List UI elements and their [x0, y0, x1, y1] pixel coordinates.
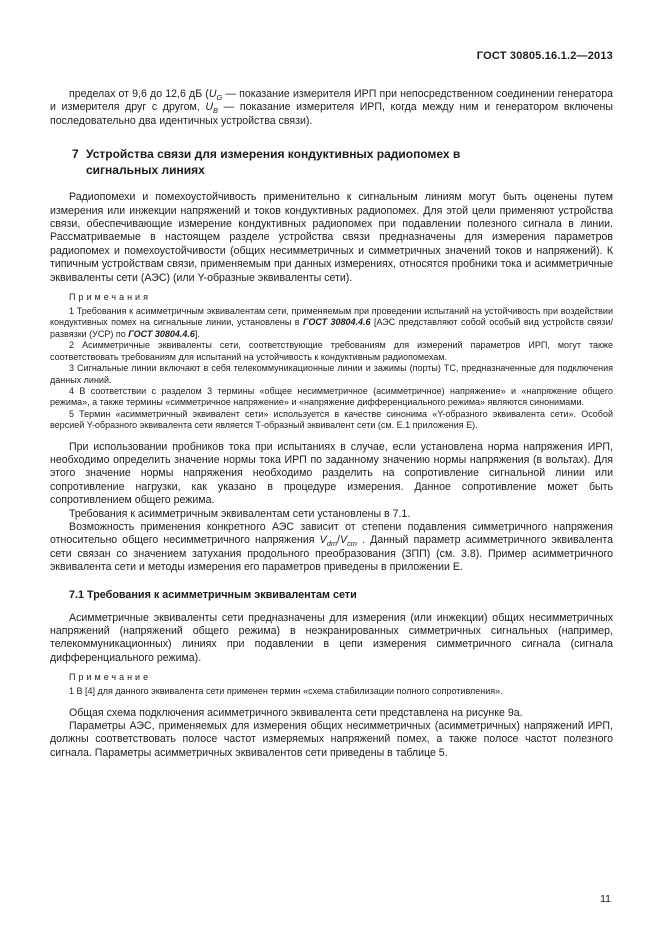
notes-block-section-7	[50, 292, 613, 431]
section-7-1-paragraph-1: Асимметричные эквиваленты сети предназначены для измерения (или инжекции) общих несимметричных напряжений (напряжений общего режима) в неэкранированных симметричных сигнальных (например, телекоммуникационных) линиях при подавлении в цепи измерения симметричного сигнала (сигнала дифференциального режима).	[50, 611, 613, 664]
note-1-text-3: ].	[194, 328, 200, 339]
symbol-vdm-subscript: dm	[326, 539, 338, 549]
symbol-ug: U	[208, 88, 217, 100]
note-1-text-2: [АЭС представляют собой особый вид устройств связи/развязки (УСР) по	[50, 317, 613, 339]
page-number: 11	[600, 893, 611, 905]
symbol-ub-subscript: B	[213, 106, 218, 116]
note-label: Примечание	[69, 672, 152, 683]
gost-reference: ГОСТ 30804.4.6	[128, 328, 195, 339]
section-7-heading	[72, 147, 613, 178]
note-item-4: 4 В соответствии с разделом 3 термины «общее несимметричное (асимметричное) напряжение» и «напряжение общего режима», а также термины «симметричное напряжение» и «напряжение дифференциального режима» являются синонимами.	[50, 385, 613, 408]
formula-slash: /	[337, 534, 340, 547]
symbol-vcm-subscript: cm	[347, 539, 357, 549]
section-7-1-paragraph-3: Параметры АЭС, применяемых для измерения общих несимметричных (асимметричных) напряжений ИРП, должны соответствовать полосе частот измеряемых напряжений помех, а также полосе частот полезного сигнала. Параметры асимметричных эквивалентов сети приведены в таблице 5.	[50, 720, 613, 759]
section-7-paragraph-1: Радиопомехи и помехоустойчивость применительно к сигнальным линиям могут быть оценены путем измерения или инжекции напряжений и токов кондуктивных радиопомех. Для этой цели применяют устройства связи, обеспечивающие измерение кондуктивных радиопомех при подавлении полезного сигнала в линии. Рассматриваемые в настоящем разделе устройства связи предназначены для измерения параметров радиопомех и помехоустойчивости (общих несимметричных и симметричных значений токов и напряжений). К типичным устройствам связи, применяемым при данных измерениях, относятся пробники тока и асимметричные эквиваленты сети (АЭС) (или Y-образные эквиваленты сети).	[50, 191, 613, 284]
p4-text-1: Возможность применения конкретного АЭС зависит от степени подавления симметричного напряжения относительно общего несимметричного напряжения	[50, 520, 613, 547]
note-item-5: 5 Термин «асимметричный эквивалент сети» используется в качестве синонима «Y-образного эквивалента сети». Особой версией Y-образного эквивалента сети является Т-образный эквивалент сети (см. Е.1 приложения Е).	[50, 408, 613, 431]
paragraph-intro	[50, 88, 613, 128]
intro-text-2: — показание измерителя ИРП при непосредственном соединении генератора и измерителя друг с другом,	[50, 88, 613, 114]
section-7-number: 7	[72, 147, 79, 162]
notes-block-section-7-1	[50, 672, 613, 697]
symbol-vcm: V	[339, 534, 348, 547]
note-item-2: 2 Асимметричные эквиваленты сети, соответствующие требованиям для измерений параметров ИРП, могут также соответствовать требованиям для испытаний на устойчивость к кондуктивным радиопомехам.	[50, 340, 613, 362]
notes-label: Примечания	[69, 292, 151, 303]
section-7-1-paragraph-2: Общая схема подключения асимметричного эквивалента сети представлена на рисунке 9а.	[69, 706, 523, 719]
note-1-text-1: 1 Требования к асимметричным эквивалентам сети, применяемым при проведении испытаний на устойчивость при воздействии кондуктивных помех на сигнальные линии, установлены в	[50, 306, 613, 328]
note-item-1: 1 В [4] для данного эквивалента сети применен термин «схема стабилизации полного сопротивления».	[69, 686, 503, 697]
intro-text-1: пределах от 9,6 до 12,6 дБ (	[69, 88, 209, 100]
intro-text-3: — показание измерителя ИРП, когда между ним и генератором включены последовательно два идентичных устройства связи).	[50, 101, 614, 127]
section-7-1-heading: 7.1 Требования к асимметричным эквивалентам сети	[69, 588, 357, 601]
section-7-paragraph-2: При использовании пробников тока при испытаниях в случае, если установлена норма напряжения ИРП, необходимо определить значение нормы тока ИРП по заданному значению нормы напряжения (в вольтах). Для этого значение нормы напряжения необходимо разделить на сопротивление сигнальной линии или сопротивление нагрузки, как указано в процедуре измерения. Данное сопротивление может быть сопротивлением общего режима.	[50, 440, 613, 507]
section-7-title: Устройства связи для измерения кондуктивных радиопомех в сигнальных линиях	[86, 147, 461, 177]
note-item-1	[50, 306, 613, 340]
section-7-paragraph-3: Требования к асимметричным эквивалентам сети установлены в 7.1.	[69, 507, 411, 520]
symbol-vdm: V	[319, 534, 327, 547]
note-item-3: 3 Сигнальные линии включают в себя телекоммуникационные линии и зажимы (порты) ТС, предназначенные для подключения данных линий.	[50, 363, 613, 385]
symbol-ug-subscript: G	[216, 93, 223, 103]
symbol-ub: U	[205, 101, 214, 114]
section-7-paragraph-4	[50, 521, 613, 575]
doc-number: ГОСТ 30805.16.1.2—2013	[476, 50, 613, 62]
p4-text-2: . Данный параметр асимметричного эквивалента сети связан со значением затухания продольного преобразования (ЗПП) (см. 3.8). Пример асимметричного эквивалента сети и методы измерения его параметров приведены в приложении Е.	[50, 534, 613, 574]
gost-reference: ГОСТ 30804.4.6	[303, 317, 371, 328]
